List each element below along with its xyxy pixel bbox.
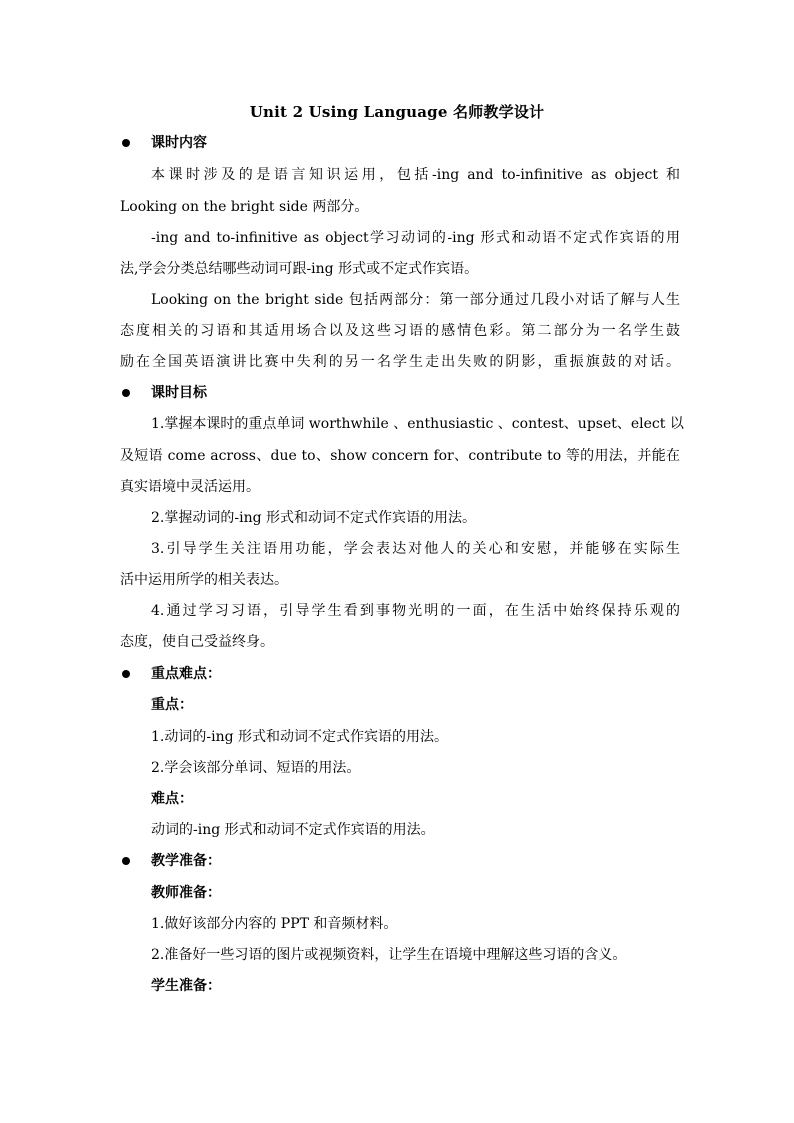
paragraph-line: 2.掌握动词的-ing 形式和动词不定式作宾语的用法。 — [151, 510, 476, 526]
paragraph-line: 励在全国英语演讲比赛中失利的另一名学生走出失败的阴影，重振旗鼓的对话。 — [120, 354, 680, 370]
paragraph-line: 1.做好该部分内容的 PPT 和音频材料。 — [151, 916, 398, 932]
paragraph-line: 2.学会该部分单词、短语的用法。 — [151, 760, 361, 776]
subheading-student: 学生准备： — [151, 978, 221, 994]
bullet-icon — [120, 851, 132, 871]
paragraph-line: Looking on the bright side 两部分。 — [120, 199, 369, 215]
paragraph-line: 动词的-ing 形式和动词不定式作宾语的用法。 — [151, 822, 435, 838]
subheading-key: 重点： — [151, 697, 193, 713]
subheading-teacher: 教师准备： — [151, 885, 221, 901]
subheading-difficult: 难点： — [151, 791, 193, 807]
paragraph-line: 及短语 come across、due to、show concern for、contribute to 等的用法，并能在 — [120, 448, 680, 464]
section-heading-content: 课时内容 — [151, 135, 207, 151]
paragraph-line: 1.掌握本课时的重点单词 worthwhile 、enthusiastic 、contest、upset、elect 以 — [151, 416, 684, 432]
paragraph-line: -ing and to-infinitive as object学习动词的-ing 形式和动语不定式作宾语的用 — [151, 230, 680, 246]
paragraph-line: 真实语境中灵活运用。 — [120, 479, 260, 495]
paragraph-line: 4.通过学习习语，引导学生看到事物光明的一面，在生活中始终保持乐观的 — [151, 603, 680, 619]
bullet-icon — [120, 133, 132, 153]
paragraph-line: Looking on the bright side 包括两部分：第一部分通过几段小对话了解与人生 — [151, 292, 680, 308]
paragraph-line: 本课时涉及的是语言知识运用，包括-ing and to-infinitive as object 和 — [151, 167, 680, 183]
bullet-icon — [120, 383, 132, 403]
section-heading-preparation: 教学准备： — [151, 853, 221, 869]
paragraph-line: 态度相关的习语和其适用场合以及这些习语的感情色彩。第二部分为一名学生鼓 — [120, 323, 680, 339]
paragraph-line: 法,学会分类总结哪些动词可跟-ing 形式或不定式作宾语。 — [120, 261, 479, 277]
section-heading-key-points: 重点难点： — [151, 666, 221, 682]
document-title: Unit 2 Using Language 名师教学设计 — [249, 103, 545, 121]
paragraph-line: 活中运用所学的相关表达。 — [120, 572, 288, 588]
bullet-icon — [120, 664, 132, 684]
section-heading-goals: 课时目标 — [151, 385, 207, 401]
paragraph-line: 2.准备好一些习语的图片或视频资料，让学生在语境中理解这些习语的含义。 — [151, 947, 627, 963]
paragraph-line: 1.动词的-ing 形式和动词不定式作宾语的用法。 — [151, 729, 448, 745]
paragraph-line: 3.引导学生关注语用功能，学会表达对他人的关心和安慰，并能够在实际生 — [151, 541, 680, 557]
paragraph-line: 态度，使自己受益终身。 — [120, 634, 274, 650]
